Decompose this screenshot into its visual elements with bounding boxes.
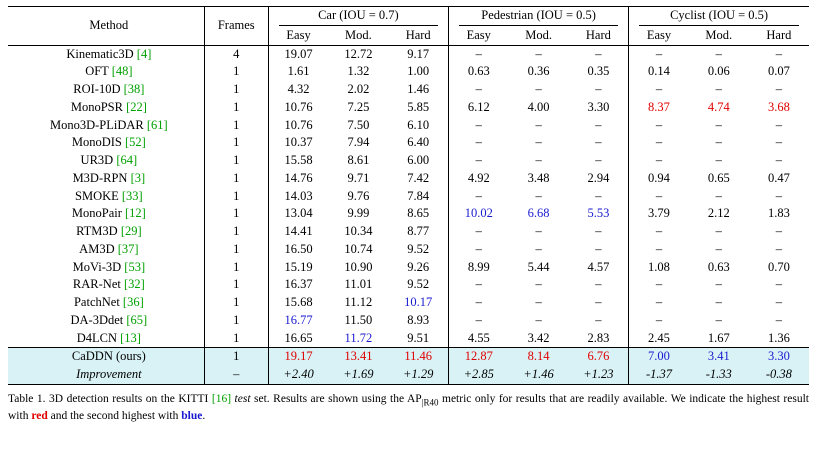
table-cell: 6.76 xyxy=(569,348,629,366)
table-body xyxy=(8,45,809,348)
table-cell: – xyxy=(448,81,508,99)
method-name-cell xyxy=(8,223,204,241)
table-cell: – xyxy=(715,277,722,292)
table-cell: 8.37 xyxy=(629,99,689,117)
table-cell: – xyxy=(715,224,722,238)
table-cell: – xyxy=(715,135,722,150)
frames-cell: 1 xyxy=(204,294,268,312)
table-cell: – xyxy=(595,117,602,132)
table-cell: 1.32 xyxy=(347,64,370,79)
table-cell: 6.68 xyxy=(527,206,550,221)
frames-cell-improvement: – xyxy=(204,366,268,384)
improvement-label: Improvement xyxy=(8,366,204,384)
table-cell: 4.00 xyxy=(527,99,550,114)
frames-cell: 1 xyxy=(204,205,268,223)
header-cyc-easy: Easy xyxy=(629,27,689,45)
method-citation[interactable]: [36] xyxy=(122,295,144,309)
table-row xyxy=(8,134,809,152)
method-citation[interactable]: [38] xyxy=(123,82,145,96)
table-cell: – xyxy=(595,241,602,256)
table-cell: – xyxy=(775,241,783,256)
table-cell: – xyxy=(749,45,809,63)
method-citation[interactable]: [33] xyxy=(121,188,143,203)
table-cell: 11.50 xyxy=(344,312,373,327)
table-cell: – xyxy=(775,135,783,150)
table-cell: 4.92 xyxy=(448,170,508,188)
table-cell: – xyxy=(715,241,722,256)
table-cell: 0.14 xyxy=(629,63,689,81)
table-row-ours xyxy=(8,348,809,366)
table-cell: – xyxy=(629,117,689,135)
table-cell: – xyxy=(595,188,602,203)
header-ped-mod: Mod. xyxy=(509,27,569,45)
table-cell: – xyxy=(448,276,508,294)
table-cell: – xyxy=(775,188,783,203)
table-cell: – xyxy=(535,135,542,150)
frames-cell: 1 xyxy=(204,312,268,330)
table-cell: +1.29 xyxy=(388,366,448,384)
method-name-cell xyxy=(8,294,204,312)
table-cell: 9.99 xyxy=(347,206,370,221)
header-ped-hard: Hard xyxy=(569,27,629,45)
method-name: AM3D xyxy=(79,241,118,256)
table-cell: 8.65 xyxy=(407,206,430,221)
table-caption xyxy=(8,392,809,424)
table-cell: 9.17 xyxy=(388,45,448,63)
method-name: OFT xyxy=(85,64,112,79)
table-row xyxy=(8,188,809,206)
table-cell: 1.00 xyxy=(407,64,430,79)
table-cell: 9.26 xyxy=(407,259,430,274)
table-cell: 7.25 xyxy=(347,99,370,114)
method-name-cell xyxy=(8,134,204,152)
table-cell: – xyxy=(595,312,602,327)
table-cell: – xyxy=(448,223,508,241)
method-name: MoVi-3D xyxy=(72,259,125,274)
table-cell: – xyxy=(448,152,508,170)
table-cell: 1.83 xyxy=(767,206,790,221)
table-cell: – xyxy=(629,45,689,63)
table-cell: 13.04 xyxy=(268,205,328,223)
table-cell: – xyxy=(535,153,542,167)
table-cell: 0.94 xyxy=(629,170,689,188)
method-name: RTM3D xyxy=(76,224,121,238)
table-row xyxy=(8,241,809,259)
table-cell: 15.19 xyxy=(268,259,328,277)
table-cell: – xyxy=(775,153,783,167)
table-cell: – xyxy=(535,312,542,327)
header-group-pedestrian xyxy=(448,7,628,27)
table-cell: 5.44 xyxy=(527,259,550,274)
method-citation[interactable]: [61] xyxy=(146,117,168,132)
table-cell: 4.57 xyxy=(587,259,610,274)
method-name: UR3D xyxy=(80,153,117,167)
table-footer xyxy=(8,348,809,385)
frames-cell: 1 xyxy=(204,152,268,170)
table-cell: 2.02 xyxy=(347,82,370,96)
table-row xyxy=(8,312,809,330)
table-cell: 8.77 xyxy=(407,224,430,238)
table-cell: 8.93 xyxy=(407,312,430,327)
table-cell: 9.71 xyxy=(347,170,370,185)
table-cell: 19.17 xyxy=(268,348,328,366)
header-group-car xyxy=(268,7,448,27)
frames-cell: 1 xyxy=(204,330,268,348)
method-name-cell xyxy=(8,99,204,117)
table-cell: – xyxy=(629,188,689,206)
method-name-cell xyxy=(8,81,204,99)
table-cell: – xyxy=(715,312,722,327)
caption-red-word: red xyxy=(31,409,48,422)
table-cell: 3.41 xyxy=(689,348,749,366)
caption-text-5: and the second highest with xyxy=(47,409,182,422)
header-ped-easy: Easy xyxy=(448,27,508,45)
table-cell: 5.53 xyxy=(587,206,610,221)
method-citation[interactable]: [3] xyxy=(130,170,146,185)
table-cell: – xyxy=(535,224,542,238)
method-name-cell xyxy=(8,312,204,330)
table-cell: – xyxy=(775,312,783,327)
table-cell: – xyxy=(715,295,722,309)
table-cell: +1.69 xyxy=(328,366,388,384)
method-name: MonoPSR xyxy=(70,99,127,114)
table-cell: 11.01 xyxy=(344,277,373,292)
table-cell: 6.40 xyxy=(407,135,430,150)
table-cell: 9.52 xyxy=(407,241,430,256)
table-cell: 8.99 xyxy=(448,259,508,277)
table-cell: 15.58 xyxy=(268,152,328,170)
header-group-cyclist xyxy=(629,7,809,27)
method-citation[interactable]: [29] xyxy=(120,224,142,238)
table-cell: – xyxy=(448,45,508,63)
method-citation[interactable]: [64] xyxy=(116,153,138,167)
table-cell: – xyxy=(535,117,542,132)
method-name-cell-ours: CaDDN (ours) xyxy=(8,348,204,366)
table-cell: – xyxy=(629,276,689,294)
caption-text-6: . xyxy=(202,409,206,422)
table-cell: – xyxy=(569,45,629,63)
table-cell: 0.47 xyxy=(767,170,790,185)
table-cell: 1.08 xyxy=(629,259,689,277)
table-cell: 1.67 xyxy=(689,330,749,348)
method-citation[interactable]: [48] xyxy=(111,64,133,79)
table-row xyxy=(8,223,809,241)
table-cell: – xyxy=(775,224,783,238)
header-group-cyclist-label: Cyclist (IOU = 0.5) xyxy=(639,7,799,26)
table-cell: 10.90 xyxy=(344,259,373,274)
table-cell: 1.36 xyxy=(749,330,809,348)
table-cell: 14.76 xyxy=(268,170,328,188)
frames-cell: 1 xyxy=(204,117,268,135)
caption-text-3: set. Results are shown using the AP xyxy=(250,392,422,405)
method-name-cell xyxy=(8,117,204,135)
table-cell: – xyxy=(448,134,508,152)
table-cell: 0.36 xyxy=(527,64,550,79)
method-name: Kinematic3D xyxy=(66,46,137,61)
table-cell: 9.51 xyxy=(388,330,448,348)
table-cell: – xyxy=(775,117,783,132)
table-cell: 0.35 xyxy=(587,64,610,79)
method-name: MonoDIS xyxy=(71,135,126,150)
method-name-cell xyxy=(8,259,204,277)
table-cell: 10.37 xyxy=(268,134,328,152)
method-name-cell xyxy=(8,188,204,206)
header-cyc-mod: Mod. xyxy=(689,27,749,45)
table-cell: – xyxy=(448,188,508,206)
caption-citation: [16] xyxy=(211,392,232,405)
table-cell: 16.77 xyxy=(268,312,328,330)
header-method: Method xyxy=(8,7,204,46)
table-cell: – xyxy=(448,117,508,135)
table-row xyxy=(8,276,809,294)
table-cell: – xyxy=(629,152,689,170)
table-cell: 8.61 xyxy=(347,153,370,167)
table-cell: – xyxy=(629,241,689,259)
table-cell: – xyxy=(715,188,722,203)
table-cell: 6.12 xyxy=(448,99,508,117)
table-row xyxy=(8,294,809,312)
method-citation[interactable]: [12] xyxy=(125,206,146,221)
frames-cell: 1 xyxy=(204,63,268,81)
table-cell: 5.85 xyxy=(407,99,430,114)
method-name: ROI-10D xyxy=(73,82,124,96)
table-cell: 11.46 xyxy=(388,348,448,366)
table-cell: 14.03 xyxy=(268,188,328,206)
table-row xyxy=(8,330,809,348)
table-cell: 10.02 xyxy=(448,205,508,223)
table-cell: – xyxy=(535,241,542,256)
table-row xyxy=(8,45,809,63)
table-row xyxy=(8,259,809,277)
method-citation[interactable]: [65] xyxy=(126,312,148,327)
table-cell: – xyxy=(629,312,689,330)
table-cell: – xyxy=(715,117,722,132)
table-cell: – xyxy=(595,135,602,150)
table-cell: 10.17 xyxy=(404,295,433,309)
table-cell: – xyxy=(535,295,542,309)
method-name: RAR-Net xyxy=(72,277,124,292)
frames-cell: 1 xyxy=(204,170,268,188)
table-cell: 3.30 xyxy=(749,348,809,366)
frames-cell: 1 xyxy=(204,223,268,241)
header-car-mod: Mod. xyxy=(328,27,388,45)
table-cell: 0.63 xyxy=(448,63,508,81)
table-cell: 0.07 xyxy=(767,64,790,79)
table-cell: 2.12 xyxy=(707,206,730,221)
frames-cell: 1 xyxy=(204,276,268,294)
table-cell: 1.61 xyxy=(268,63,328,81)
table-cell: – xyxy=(448,312,508,330)
table-cell: 0.70 xyxy=(767,259,790,274)
frames-cell-ours: 1 xyxy=(204,348,268,366)
table-cell: 7.50 xyxy=(347,117,370,132)
header-frames: Frames xyxy=(204,7,268,46)
table-cell: 15.68 xyxy=(268,294,328,312)
table-cell: 3.79 xyxy=(629,205,689,223)
header-group-car-label: Car (IOU = 0.7) xyxy=(279,7,438,26)
table-cell: -0.38 xyxy=(749,366,809,384)
table-cell: +2.40 xyxy=(268,366,328,384)
table-cell: 10.76 xyxy=(268,117,328,135)
table-cell: 2.83 xyxy=(569,330,629,348)
table-cell: 7.42 xyxy=(407,170,430,185)
table-cell: – xyxy=(595,295,602,309)
table-cell: – xyxy=(775,277,783,292)
header-group-pedestrian-label: Pedestrian (IOU = 0.5) xyxy=(459,7,618,26)
method-name-cell xyxy=(8,63,204,81)
table-cell: 4.55 xyxy=(448,330,508,348)
table-row xyxy=(8,81,809,99)
method-name: MonoPair xyxy=(71,206,125,221)
header-car-easy: Easy xyxy=(268,27,328,45)
header-car-hard: Hard xyxy=(388,27,448,45)
table-cell: 10.74 xyxy=(344,241,373,256)
method-citation[interactable]: [52] xyxy=(125,135,146,150)
table-cell: – xyxy=(715,153,722,167)
caption-blue-word: blue xyxy=(181,409,203,422)
table-cell: 12.87 xyxy=(448,348,508,366)
table-cell: 11.12 xyxy=(344,295,373,309)
table-cell: – xyxy=(448,241,508,259)
table-cell: 2.94 xyxy=(587,170,610,185)
table-cell: 11.72 xyxy=(328,330,388,348)
table-cell: 3.42 xyxy=(509,330,569,348)
table-cell: -1.33 xyxy=(689,366,749,384)
table-cell: 16.37 xyxy=(268,276,328,294)
table-cell: 16.65 xyxy=(268,330,328,348)
method-name: PatchNet xyxy=(73,295,123,309)
frames-cell: 4 xyxy=(204,45,268,63)
table-cell: – xyxy=(595,224,602,238)
table-cell: – xyxy=(775,82,783,96)
table-cell: 9.52 xyxy=(407,277,430,292)
table-row xyxy=(8,170,809,188)
table-cell: – xyxy=(775,295,783,309)
table-cell: – xyxy=(629,223,689,241)
method-name-cell xyxy=(8,241,204,259)
table-row-improvement xyxy=(8,366,809,384)
method-name: DA-3Ddet xyxy=(70,312,127,327)
caption-text-4: metric only for results that are readily available. We indicate the highest result with xyxy=(8,392,809,422)
table-cell: – xyxy=(629,134,689,152)
table-cell: – xyxy=(689,45,749,63)
method-name-cell xyxy=(8,330,204,348)
table-cell: 8.14 xyxy=(509,348,569,366)
table-cell: 3.68 xyxy=(767,99,790,114)
caption-subscript: |R40 xyxy=(421,397,439,408)
table-cell: – xyxy=(509,45,569,63)
table-cell: +2.85 xyxy=(448,366,508,384)
table-cell: 19.07 xyxy=(268,45,328,63)
table-row xyxy=(8,152,809,170)
table-cell: 3.30 xyxy=(587,99,610,114)
table-header-group-row xyxy=(8,7,809,27)
table-cell: 14.41 xyxy=(268,223,328,241)
table-cell: – xyxy=(595,82,602,96)
table-row xyxy=(8,99,809,117)
table-cell: 10.76 xyxy=(268,99,328,117)
table-cell: – xyxy=(535,188,542,203)
method-name: M3D-RPN xyxy=(72,170,131,185)
method-name: D4LCN xyxy=(76,330,121,345)
table-cell: – xyxy=(629,294,689,312)
frames-cell: 1 xyxy=(204,134,268,152)
table-cell: 0.65 xyxy=(707,170,730,185)
table-cell: 7.84 xyxy=(407,188,430,203)
table-cell: 0.06 xyxy=(707,64,730,79)
table-cell: – xyxy=(595,153,602,167)
method-name-cell xyxy=(8,45,204,63)
method-name: SMOKE xyxy=(75,188,122,203)
table-cell: 6.00 xyxy=(407,153,430,167)
table-cell: 7.00 xyxy=(629,348,689,366)
table-cell: 6.10 xyxy=(407,117,430,132)
table-cell: – xyxy=(629,81,689,99)
table-cell: 10.34 xyxy=(344,224,373,238)
table-cell: 0.63 xyxy=(707,259,730,274)
frames-cell: 1 xyxy=(204,241,268,259)
table-row xyxy=(8,63,809,81)
frames-cell: 1 xyxy=(204,81,268,99)
frames-cell: 1 xyxy=(204,188,268,206)
table-cell: 4.32 xyxy=(268,81,328,99)
table-cell: – xyxy=(715,82,722,96)
caption-text-2: test xyxy=(231,392,251,405)
caption-label: Table 1. xyxy=(8,392,46,405)
header-cyc-hard: Hard xyxy=(749,27,809,45)
table-cell: – xyxy=(595,277,602,292)
method-citation[interactable]: [37] xyxy=(117,241,139,256)
table-cell: 4.74 xyxy=(707,99,730,114)
method-name-cell xyxy=(8,276,204,294)
table-row xyxy=(8,205,809,223)
table-cell: +1.23 xyxy=(569,366,629,384)
table-cell: 12.72 xyxy=(328,45,388,63)
table-cell: – xyxy=(448,294,508,312)
method-citation[interactable]: [53] xyxy=(124,259,146,274)
table-cell: 9.76 xyxy=(347,188,370,203)
method-citation[interactable]: [32] xyxy=(123,277,145,292)
table-cell: – xyxy=(535,277,542,292)
method-citation[interactable]: [22] xyxy=(126,99,147,114)
method-name-cell xyxy=(8,152,204,170)
table-row xyxy=(8,117,809,135)
method-citation[interactable]: [13] xyxy=(120,330,141,345)
table-cell: 3.48 xyxy=(527,170,550,185)
method-name-cell xyxy=(8,205,204,223)
table-cell: 1.46 xyxy=(407,82,430,96)
table-cell: -1.37 xyxy=(629,366,689,384)
results-table xyxy=(8,6,809,385)
table-cell: +1.46 xyxy=(509,366,569,384)
table-cell: 13.41 xyxy=(328,348,388,366)
table-cell: – xyxy=(535,82,542,96)
caption-text-1: 3D detection results on the KITTI xyxy=(45,392,212,405)
table-cell: 2.45 xyxy=(629,330,689,348)
table-cell: 7.94 xyxy=(347,135,370,150)
method-name-cell xyxy=(8,170,204,188)
frames-cell: 1 xyxy=(204,99,268,117)
table-cell: 16.50 xyxy=(268,241,328,259)
frames-cell: 1 xyxy=(204,259,268,277)
method-name: Mono3D-PLiDAR xyxy=(50,117,147,132)
method-citation[interactable]: [4] xyxy=(136,46,152,61)
